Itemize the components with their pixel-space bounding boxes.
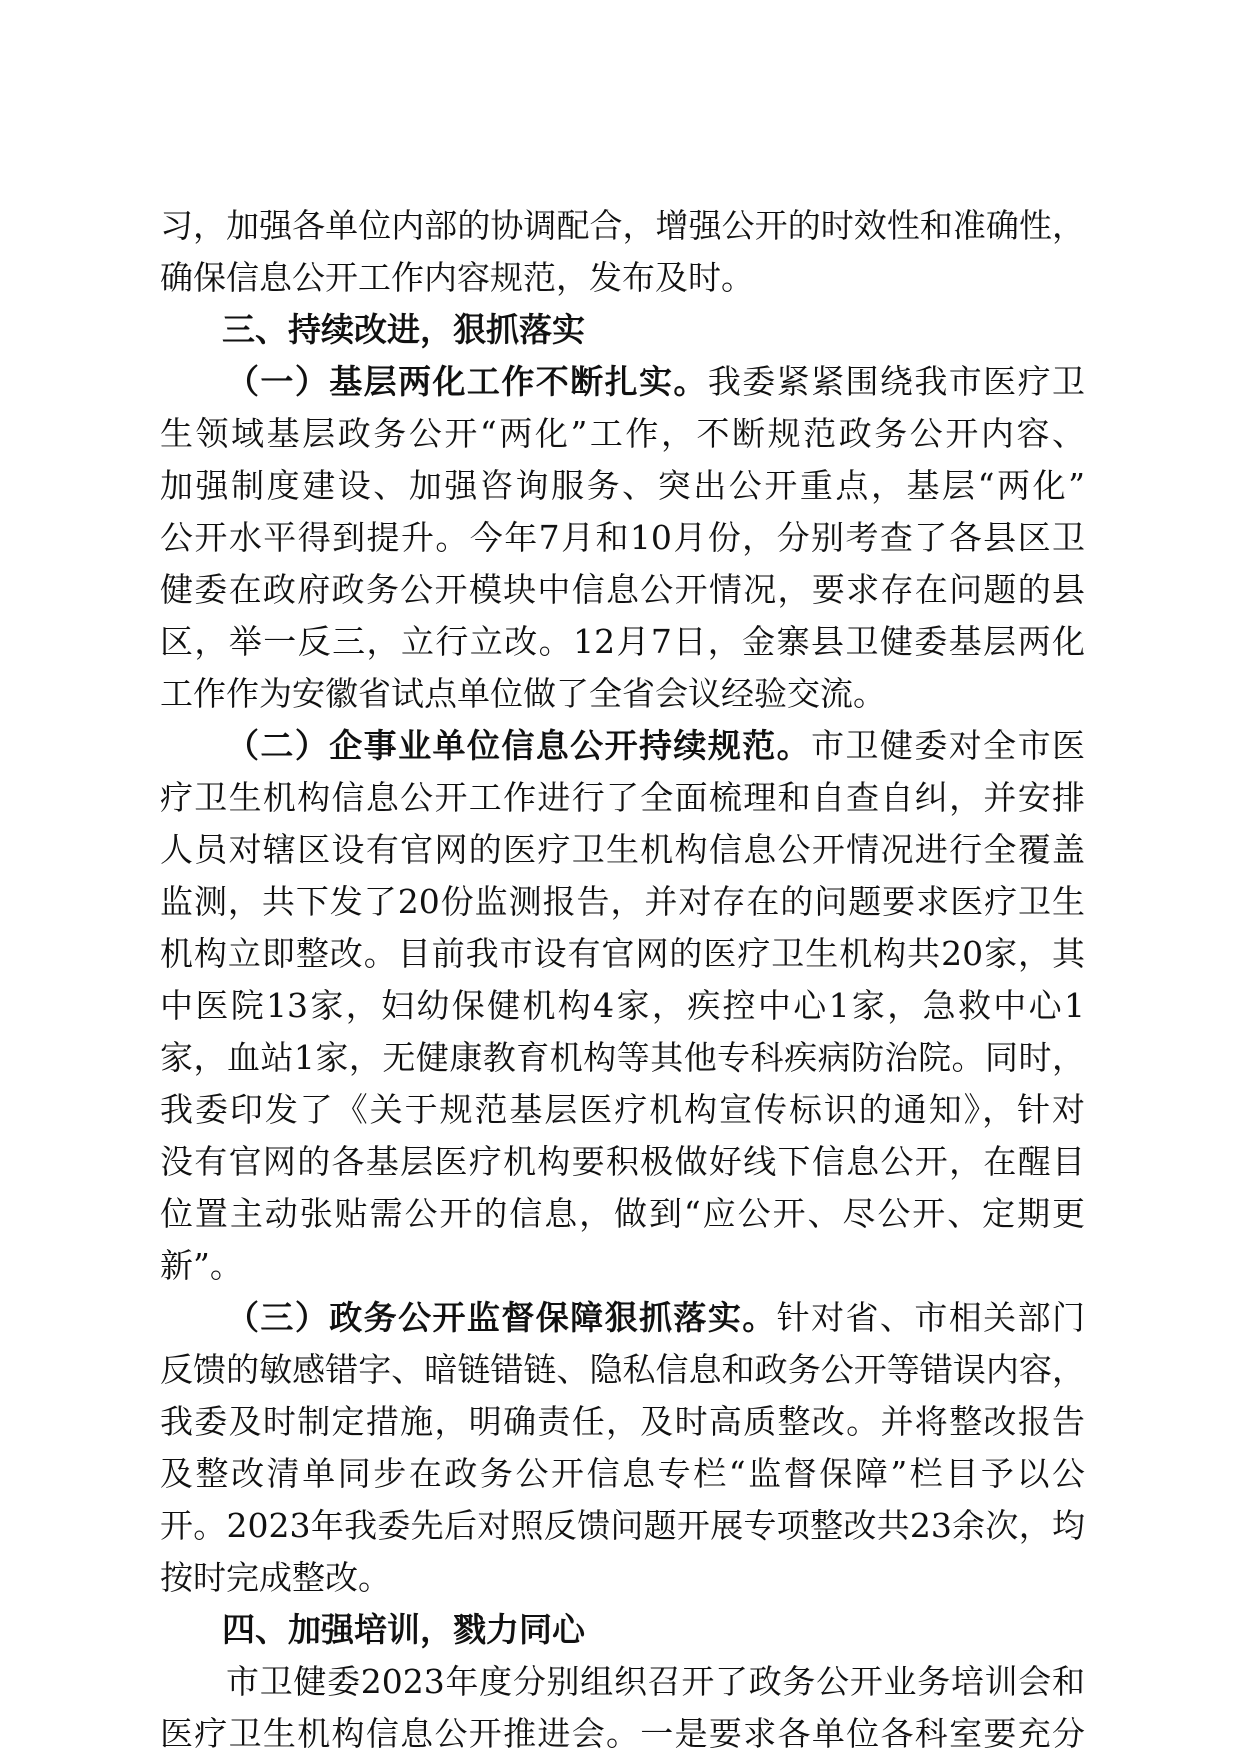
paragraph-first-line (160, 356, 1085, 408)
text-line: 人员对辖区设有官网的医疗卫生机构信息公开情况进行全覆盖 (160, 830, 1085, 869)
text-line: 开。2023年我委先后对照反馈问题开展专项整改共23余次，均 (160, 1506, 1085, 1545)
text-line: 加强制度建设、加强咨询服务、突出公开重点，基层“两化” (160, 466, 1085, 505)
document-page (160, 200, 1085, 1760)
text-line: 健委在政府政务公开模块中信息公开情况，要求存在问题的县 (160, 570, 1085, 609)
text-line: 反馈的敏感错字、暗链错链、隐私信息和政务公开等错误内容， (160, 1350, 1085, 1389)
text-line: 习，加强各单位内部的协调配合，增强公开的时效性和准确性， (160, 206, 1085, 245)
text-line: 没有官网的各基层医疗机构要积极做好线下信息公开，在醒目 (160, 1142, 1085, 1181)
text-run: 市卫健委对全市医 (811, 726, 1086, 765)
subheading-2: （二）企事业单位信息公开持续规范。 (226, 726, 812, 765)
text-line: 位置主动张贴需公开的信息，做到“应公开、尽公开、定期更 (160, 1194, 1085, 1233)
text-line: 疗卫生机构信息公开工作进行了全面梳理和自查自纠，并安排 (160, 778, 1085, 817)
text-line: 工作作为安徽省试点单位做了全省会议经验交流。 (160, 674, 886, 713)
text-line: 我委及时制定措施，明确责任，及时高质整改。并将整改报告 (160, 1402, 1085, 1441)
text-line: 公开水平得到提升。今年7月和10月份，分别考查了各县区卫 (160, 518, 1085, 557)
text-line: 中医院13家，妇幼保健机构4家，疾控中心1家，急救中心1 (160, 986, 1085, 1025)
section-heading-3: 三、持续改进，狠抓落实 (222, 310, 585, 349)
subheading-3: （三）政务公开监督保障狠抓落实。 (226, 1298, 777, 1337)
text-line: 新”。 (160, 1246, 243, 1285)
text-line: 生领域基层政务公开“两化”工作，不断规范政务公开内容、 (160, 414, 1085, 453)
subheading-1: （一）基层两化工作不断扎实。 (226, 362, 708, 401)
text-run: 针对省、市相关部门 (776, 1298, 1086, 1337)
text-line: 家，血站1家，无健康教育机构等其他专科疾病防治院。同时， (160, 1038, 1085, 1077)
text-line: 确保信息公开工作内容规范，发布及时。 (160, 258, 754, 297)
text-line: 按时完成整改。 (160, 1558, 391, 1597)
paragraph-first-line (160, 1292, 1085, 1344)
text-line: 区，举一反三，立行立改。12月7日，金寨县卫健委基层两化 (160, 622, 1085, 661)
paragraph-first-line (160, 720, 1085, 772)
text-run: 我委紧紧围绕我市医疗卫 (707, 362, 1086, 401)
text-line: 及整改清单同步在政务公开信息专栏“监督保障”栏目予以公 (160, 1454, 1085, 1493)
text-line: 机构立即整改。目前我市设有官网的医疗卫生机构共20家，其 (160, 934, 1085, 973)
section-heading-4: 四、加强培训，戮力同心 (222, 1610, 585, 1649)
text-line: 医疗卫生机构信息公开推进会。一是要求各单位各科室要充分 (160, 1714, 1085, 1753)
text-line: 我委印发了《关于规范基层医疗机构宣传标识的通知》，针对 (160, 1090, 1085, 1129)
paragraph-first-line: 市卫健委2023年度分别组织召开了政务公开业务培训会和 (226, 1662, 1085, 1701)
text-line: 监测，共下发了20份监测报告，并对存在的问题要求医疗卫生 (160, 882, 1085, 921)
